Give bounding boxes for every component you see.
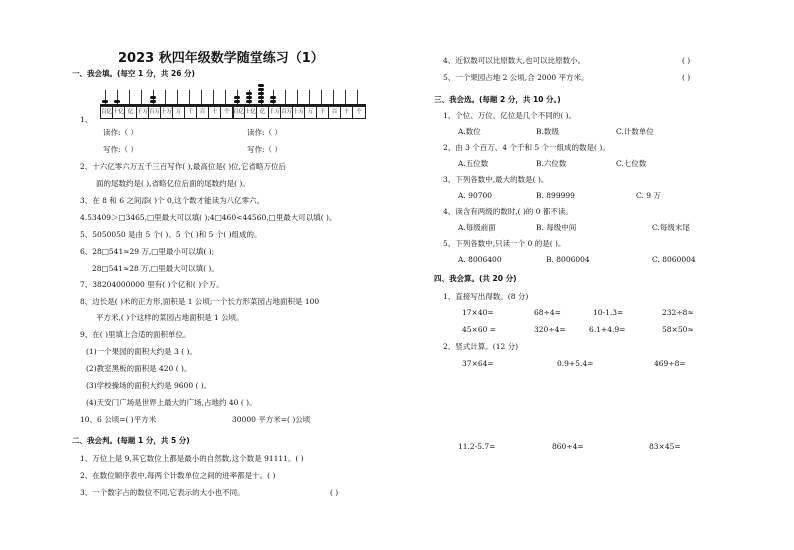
vertical-calc-item: 860÷4=: [552, 442, 584, 451]
judge-question-5-answer: ( ): [682, 73, 691, 82]
page-title: 2023 秋四年级数学随堂练习（1）: [118, 51, 324, 66]
question-8-line-1: 8、边长是( )米的正方形,面积是 1 公顷;一个长方形菜园占地面积是 100: [80, 297, 320, 306]
question-2-line-1: 2、十六亿零六万五千三百写作( ),最高位是( )位,它省略万位后: [80, 162, 287, 171]
question-10-part-1: 10、6 公顷=( )平方米: [80, 415, 157, 424]
choice-question-3: 3、下列各数中,最大的数是( )。: [443, 175, 549, 184]
abacus-left-place-labels: 百亿 十亿 亿 千万 百万 十万 万 千 百 十 个: [100, 106, 234, 119]
section-3-heading: 三、我会选。(每题 2 分，共 10 分。): [434, 95, 561, 104]
choice-3-option-b: B. 899999: [536, 191, 575, 200]
question-9-item-3: (3)学校操场的面积大约是 9600 ( )。: [86, 381, 212, 390]
vertical-calc-item: 11.2-5.7=: [458, 442, 496, 451]
judge-question-3: 3、一个数字占的数位不同,它表示的大小也不同。: [80, 488, 245, 497]
vertical-calc-item: 469÷8=: [654, 359, 686, 368]
abacus-left: [100, 90, 234, 120]
oral-calc-item: 68÷4=: [534, 308, 561, 317]
choice-4-option-a: A.每级前面: [458, 223, 496, 232]
oral-calc-item: 10-1.3=: [593, 308, 624, 317]
question-9-item-4: (4)天安门广场是世界上最大的广场,占地约 40 ( )。: [86, 398, 257, 407]
choice-1-option-a: A.数位: [458, 127, 481, 136]
judge-question-1: 1、万位上是 9,其它数位上都是最小的自然数,这个数是 91111。( ): [80, 454, 304, 463]
question-9-item-1: (1)一个果园的面积大约是 3 ( )。: [86, 347, 197, 356]
question-1-number: 1、: [80, 115, 93, 124]
oral-calc-item: 320÷4=: [534, 325, 566, 334]
choice-4-option-b: B. 每级中间: [536, 223, 577, 232]
question-6-line-1: 6、28□541≈29 万,□里最小可以填( );: [80, 247, 215, 256]
vertical-calc-item: 0.9+5.4=: [557, 359, 594, 368]
write-as-right: 写作:（ ）: [247, 145, 282, 154]
judge-question-4: 4、近似数可以比原数大,也可以比原数小。: [443, 56, 586, 65]
choice-question-1: 1、个位、万位、亿位是几个不同的( )。: [443, 111, 577, 120]
question-7: 7、38204000000 里有( )个亿和( )个万。: [80, 280, 224, 289]
choice-question-2: 2、由 3 个百万、4 个千和 5 个一组成的数是( )。: [443, 143, 610, 152]
abacus-left-rods: [100, 90, 234, 104]
judge-question-3-answer: ( ): [330, 488, 339, 497]
vertical-calc-item: 37×64=: [462, 359, 494, 368]
choice-1-option-c: C.计数单位: [616, 127, 654, 136]
read-as-left: 读作:（ ）: [103, 128, 138, 137]
oral-calc-item: 58×50≈: [662, 325, 694, 334]
section-2-heading: 二、我会判。(每题 1 分，共 5 分): [72, 436, 190, 445]
judge-question-2: 2、在数位顺序表中,每两个计数单位之间的进率都是十。( ): [80, 471, 276, 480]
choice-question-5: 5、下列各数中,只读一个 0 的是( )。: [443, 239, 566, 248]
choice-5-option-a: A. 8006400: [458, 255, 502, 264]
calc-question-2: 2、竖式计算。(12 分): [443, 342, 519, 351]
oral-calc-item: 45×60 =: [462, 325, 497, 334]
choice-2-option-b: B.六位数: [536, 159, 567, 168]
question-3: 3、在 8 和 6 之间添( )个 0,这个数才能读为八亿零六。: [80, 196, 265, 205]
question-5: 5、5050050 是由 5 个( )、5 个( )和 5 个( )组成的。: [80, 230, 262, 239]
choice-4-option-c: C.每级末尾: [652, 223, 690, 232]
oral-calc-item: 6.1+4.9=: [589, 325, 626, 334]
question-10-part-2: 30000 平方米=( )公顷: [232, 415, 311, 424]
question-4: 4.53409＞□3465,□里最大可以填( );4□460<44560,□里最大可以填( )。: [80, 213, 337, 222]
oral-calc-item: 232÷8≈: [662, 308, 694, 317]
choice-question-4: 4、读含有两级的数时,( )的 0 都不读。: [443, 207, 573, 216]
choice-5-option-b: B. 8006004: [546, 255, 590, 264]
choice-3-option-c: C. 9 万: [636, 191, 661, 200]
judge-question-5: 5、一个果园占地 2 公顷,合 2000 平方米。: [443, 73, 589, 82]
question-9: 9、在( )里填上合适的面积单位。: [80, 330, 191, 339]
question-9-item-2: (2)教室黑板的面积是 420 ( )。: [86, 364, 192, 373]
judge-question-4-answer: ( ): [682, 56, 691, 65]
abacus-right-place-labels: 百亿 十亿 亿 千万 百万 十万 万 千 百 十 个: [232, 106, 366, 119]
abacus-right: [232, 90, 366, 120]
read-as-right: 读作:（ ）: [247, 128, 282, 137]
abacus-right-rods: [232, 90, 366, 104]
choice-5-option-c: C. 8060004: [652, 255, 696, 264]
section-4-heading: 四、我会算。(共 20 分): [434, 274, 517, 283]
write-as-left: 写作:（ ）: [103, 145, 138, 154]
section-1-heading: 一、我会填。(每空 1 分，共 26 分): [72, 69, 195, 78]
question-6-line-2: 28□541≈28 万,□里最大可以填( )。: [92, 264, 219, 273]
calc-question-1: 1、直接写出得数。(8 分): [443, 292, 529, 301]
choice-1-option-b: B.数级: [536, 127, 559, 136]
choice-2-option-a: A.五位数: [458, 159, 489, 168]
oral-calc-item: 17×40=: [462, 308, 494, 317]
choice-3-option-a: A. 90700: [458, 191, 493, 200]
choice-2-option-c: C.七位数: [616, 159, 647, 168]
vertical-calc-item: 83×45=: [649, 442, 681, 451]
question-2-line-2: 面的尾数约是( ),省略亿位后面的尾数约是( )。: [96, 179, 250, 188]
question-8-line-2: 平方米,( )个这样的菜园占地面积是 1 公顷。: [96, 313, 244, 322]
